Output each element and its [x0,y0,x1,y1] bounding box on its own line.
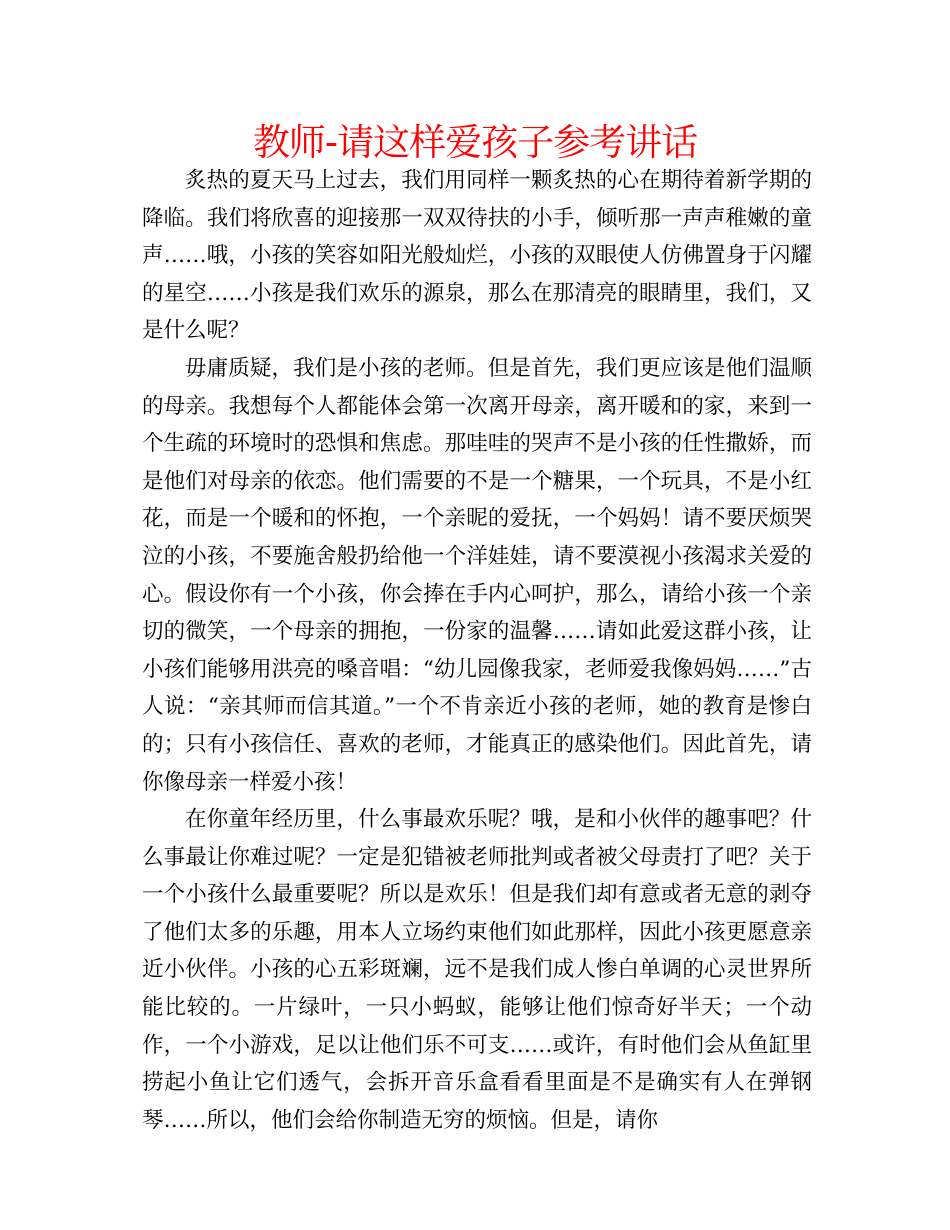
paragraph-1: 炙热的夏天马上过去，我们用同样一颗炙热的心在期待着新学期的降临。我们将欣喜的迎接那一双双待扶的小手，倾听那一声声稚嫩的童声……哦，小孩的笑容如阳光般灿烂，小孩的双眼使人仿佛置身于闪耀的星空……小孩是我们欢乐的源泉，那么在那清亮的眼睛里，我们，又是什么呢？ [142,168,812,344]
document-body [142,162,812,1139]
paragraph-2: 毋庸质疑，我们是小孩的老师。但是首先，我们更应该是他们温顺的母亲。我想每个人都能体会第一次离开母亲，离开暖和的家，来到一个生疏的环境时的恐惧和焦虑。那哇哇的哭声不是小孩的任性撒娇，而是他们对母亲的依恋。他们需要的不是一个糖果，一个玩具，不是小红花，而是一个暖和的怀抱，一个亲昵的爱抚，一个妈妈！请不要厌烦哭泣的小孩，不要施舍般扔给他一个洋娃娃，请不要漠视小孩渴求关爱的心。假设你有一个小孩，你会捧在手内心呵护，那么，请给小孩一个亲切的微笑，一个母亲的拥抱，一份家的温馨……请如此爱这群小孩，让小孩们能够用洪亮的嗓音唱：“幼儿园像我家，老师爱我像妈妈……”古人说：“亲其师而信其道。”一个不肯亲近小孩的老师，她的教育是惨白的；只有小孩信任、喜欢的老师，才能真正的感染他们。因此首先，请你像母亲一样爱小孩！ [142,355,812,795]
paragraph-3: 在你童年经历里，什么事最欢乐呢？哦，是和小伙伴的趣事吧？什么事最让你难过呢？一定是犯错被老师批判或者被父母责打了吧？关于一个小孩什么最重要呢？所以是欢乐！但是我们却有意或者无意的剥夺了他们太多的乐趣，用本人立场约束他们如此那样，因此小孩更愿意亲近小伙伴。小孩的心五彩斑斓，远不是我们成人惨白单调的心灵世界所能比较的。一片绿叶，一只小蚂蚁，能够让他们惊奇好半天；一个动作，一个小游戏，足以让他们乐不可支……或许，有时他们会从鱼缸里捞起小鱼让它们透气，会拆开音乐盒看看里面是不是确实有人在弹钢琴……所以，他们会给你制造无穷的烦恼。但是，请你 [142,807,812,1133]
document-title: 教师-请这样爱孩子参考讲话 [252,121,698,164]
